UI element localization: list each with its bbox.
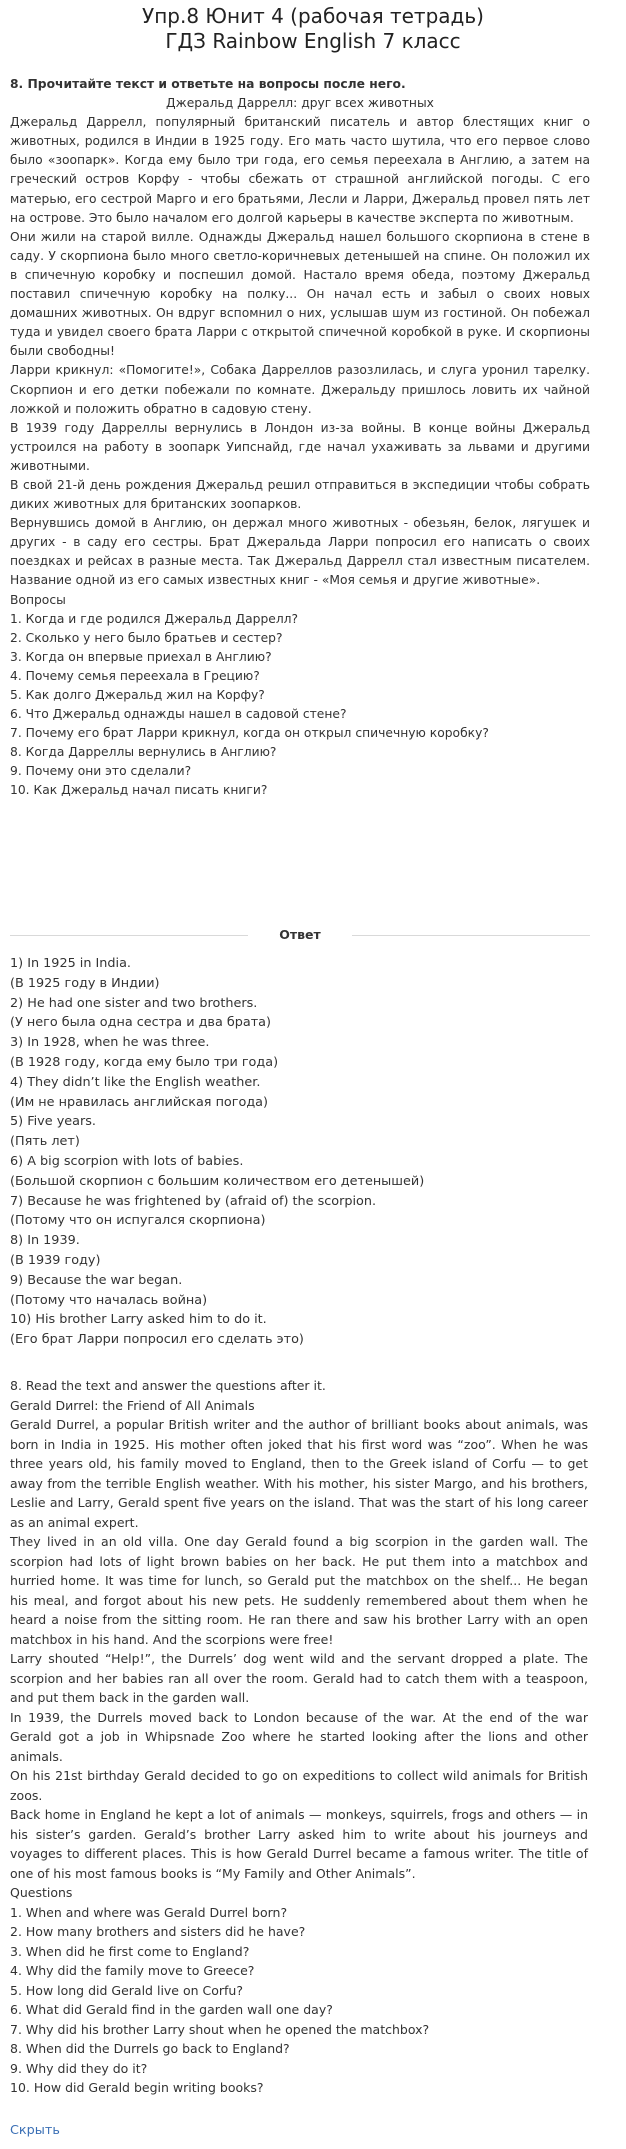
answer-line: 5) Five years. [10,1114,96,1130]
paragraph: Larry shouted “Help!”, the Durrels’ dog went wild and the servant dropped a plate. The scorpion and her babies ran all over the room. Gerald had to catch them with a teaspoon, and put them back in the garden wall. [10,1651,588,1705]
paragraph: Ларри крикнул: «Помогите!», Собака Дарреллов разозлилась, и слуга уронил тарелку. Скорпион и его детки побежали по комнате. Джеральду пришлось ловить их чайной ложкой и положить обратно в садовую стену. [10,363,590,416]
answer-line: 2) He had one sister and two brothers. [10,995,258,1011]
paragraph: In 1939, the Durrels moved back to London because of the war. At the end of the war Gerald got a job in Whipsnade Zoo where he started looking after the lions and other animals. [10,1709,588,1764]
answer-line: (В 1939 году) [10,1252,101,1268]
paragraph: Они жили на старой вилле. Однажды Джеральд нашел большого скорпиона в стене в саду. У скорпиона было много светло-коричневых детенышей на спине. Он положил их в спичечную коробку и поспешил домой. Настало время обеда, поэтому Джеральд поставил спичечную коробку на полку... Он начал есть и забыл о своих новых домашних животных. Он вдруг вспомнил о них, услышав шум из гостиной. Он побежал туда и увидел своего брата Ларри с открытой спичечной коробкой в руке. И скорпионы были свободны! [10,229,590,359]
question-item: 5. Как долго Джеральд жил на Корфу? [10,688,265,702]
question-item: 3. Когда он впервые приехал в Англию? [10,649,272,664]
question-item: 9. Почему они это сделали? [10,764,192,779]
question-item: 9. Why did they do it? [10,2060,148,2076]
paragraph: Вернувшись домой в Англию, он держал много животных - обезьян, белок, лягушек и других - в саду его сестры. Брат Джеральда Ларри попросил его написать о своих поездках и рейсах в разные места. Так Джеральд Даррелл стал известным писателем. Название одной из его самых известных книг - «Моя семья и другие животные». [10,516,590,588]
title-line-1: Упр.8 Юнит 4 (рабочая тетрадь) [142,4,484,28]
answer-line: (Им не нравилась английская погода) [10,1094,268,1110]
question-item: 4. Why did the family move to Greece? [10,1963,255,1978]
answer-label: Ответ [279,927,321,942]
questions-heading: Вопросы [10,592,66,607]
question-item: 10. How did Gerald begin writing books? [10,2080,264,2095]
paragraph: В свой 21-й день рождения Джеральд решил отправиться в экспедиции чтобы собрать диких животных для британских зоопарков. [10,477,590,512]
question-item: 10. Как Джеральд начал писать книги? [10,783,268,798]
questions-heading: Questions [10,1885,73,1900]
answer-divider [10,925,590,945]
question-item: 8. Когда Дарреллы вернулись в Англию? [10,745,277,760]
question-item: 2. How many brothers and sisters did he have? [10,1924,306,1939]
question-item: 7. Why did his brother Larry shout when he opened the matchbox? [10,2021,430,2037]
answer-line: (В 1925 году в Индии) [10,975,160,991]
answer-line: (У него была одна сестра и два брата) [10,1015,272,1031]
question-item: 3. When did he first come to England? [10,1943,250,1959]
answer-line: (Его брат Ларри попросил его сделать это) [10,1332,304,1348]
title-line-2: ГДЗ Rainbow English 7 класс [165,29,461,53]
paragraph: В 1939 году Дарреллы вернулись в Лондон из-за войны. В конце войны Джеральд устроился на работу в зоопарк Уипснайд, где начал ухаживать за львами и другими животными. [10,420,590,473]
paragraph: Gerald Durrel, a popular British writer and the author of brilliant books about animals, was born in India in 1925. His mother often joked that his first word was “zoo”. When he was three years old, his family moved to England, then to the Greek island of Corfu — to get away from the terrible English weather. With his mother, his sister Margo, and his brothers, Leslie and Larry, Gerald spent five years on the island. That was the start of his long career as an animal expert. [10,1417,588,1530]
paragraph: Джеральд Даррелл, популярный британский писатель и автор блестящих книг о животных, родился в Индии в 1925 году. Его мать часто шутила, что его первое слово было «зоопарк». Когда ему было три года, его семья переехала в Англию, а затем на греческий остров Корфу - чтобы сбежать от страшной английской погоды. С его матерью, его сестрой Марго и его братьями, Лесли и Ларри, Джеральд провел пять лет на острове. Это было началом его долгой карьеры в качестве эксперта по животным. [10,115,590,225]
answer-line: (Потому что он испугался скорпиона) [10,1213,266,1229]
question-item: 8. When did the Durrels go back to England? [10,2041,290,2056]
question-item: 6. Что Джеральд однажды нашел в садовой стене? [10,707,347,722]
task-heading: 8. Прочитайте текст и ответьте на вопросы после него. [10,77,406,91]
answer-line: 10) His brother Larry asked him to do it. [10,1312,267,1328]
answer-line: (В 1928 году, когда ему было три года) [10,1054,279,1070]
paragraph: They lived in an old villa. One day Gerald found a big scorpion in the garden wall. The scorpion had lots of light brown babies on her back. He put them into a matchbox and hurried home. It was time for lunch, so Gerald put the matchbox on the shelf... He began his meal, and forgot about his new pets. He suddenly remembered about them when he heard a noise from the sitting room. He ran there and saw his brother Larry with an open matchbox in his hand. And the scorpions were free! [10,1534,588,1647]
divider-line [352,935,590,936]
text-title: Gerald Dиrrel: the Friend of All Animals [10,1397,255,1413]
answer-line: 4) They didn’t like the English weather. [10,1074,261,1090]
question-item: 7. Почему его брат Ларри крикнул, когда он открыл спичечную коробку? [10,726,489,741]
paragraph: Back home in England he kept a lot of animals — monkeys, squirrels, frogs and others — in his sister’s garden. Gerald’s brother Larry asked him to write about his journeys and voyages to different places. This is how Gerald Durrel became a famous writer. The title of one of his most famous books is “My Family and Other Animals”. [10,1807,588,1881]
question-item: 6. What did Gerald find in the garden wall one day? [10,2002,333,2017]
question-item: 1. Когда и где родился Джеральд Даррелл? [10,611,299,626]
answer-line: (Потому что началась война) [10,1292,208,1308]
page-title [0,0,626,54]
answer-list [10,954,590,1350]
question-item: 5. How long did Gerald live on Corfu? [10,1982,243,1998]
question-item: 4. Почему семья переехала в Грецию? [10,668,260,683]
task-heading: 8. Read the text and answer the questions after it. [10,1378,326,1393]
question-item: 2. Сколько у него было братьев и сестер? [10,630,283,645]
paragraph: On his 21st birthday Gerald decided to go on expeditions to collect wild animals for British zoos. [10,1768,588,1803]
english-task [10,1376,588,2098]
text-title: Джеральд Даррелл: друг всех животных [166,96,434,111]
question-item: 1. When and where was Gerald Durrel born? [10,1904,288,1920]
answer-line: 1) In 1925 in India. [10,956,131,971]
answer-line: 8) In 1939. [10,1233,80,1249]
answer-line: 9) Because the war began. [10,1272,183,1288]
answer-line: 7) Because he was frightened by (afraid of) the scorpion. [10,1193,377,1209]
answer-line: (Пять лет) [10,1134,80,1150]
hide-answer-link[interactable]: Скрыть [10,2123,60,2138]
answer-line: 3) In 1928, when he was three. [10,1035,210,1051]
answer-line: 6) A big scorpion with lots of babies. [10,1153,244,1169]
answer-line: (Большой скорпион с большим количеством его детенышей) [10,1173,425,1189]
russian-task [10,75,590,801]
